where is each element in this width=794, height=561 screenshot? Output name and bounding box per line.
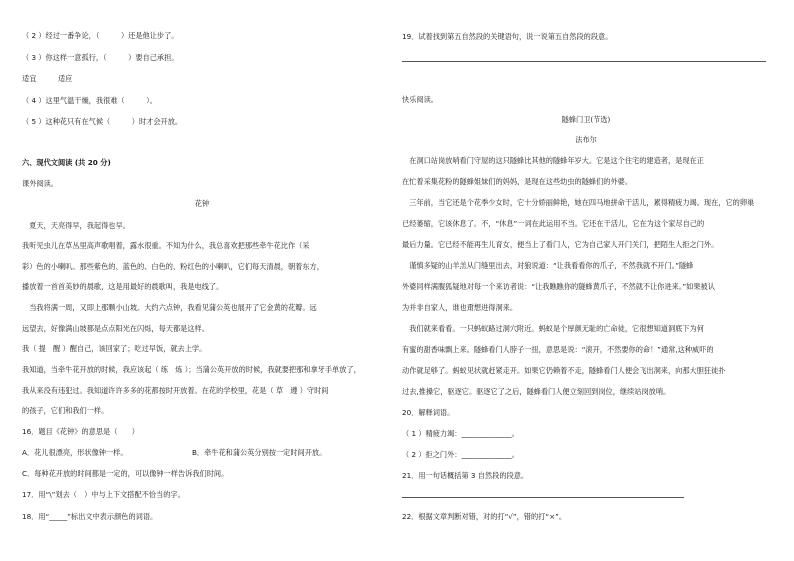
article-title: 隧蜂门卫(节选) bbox=[561, 115, 611, 124]
article-line: 三年前，当它还是个花季少女时，它十分娇丽鲜艳，她在四马地拼命干活儿，累得精疲力竭。现在，它的卵巢 bbox=[402, 198, 755, 207]
article-line: 我（ 提 醒 ）醒自己，该回家了；吃过早饭，就去上学。 bbox=[22, 344, 207, 353]
article-line: 远望去，好像满山坡都是点点阳光在闪烁，每天都是这样。 bbox=[22, 324, 209, 333]
question-18: 18．用“_____”标出文中表示颜色的词语。 bbox=[22, 512, 158, 521]
question-20: 20．解释词语。 bbox=[402, 408, 455, 417]
article-line: 我们就来看看。一只蚂蚁路过洞穴附近。蚂蚁是个厚颜无耻的亡命徒，它很想知道洞底下为何 bbox=[402, 324, 704, 333]
question-16: 16．题目《花钟》的意思是（ ） bbox=[22, 427, 139, 436]
article-line: 过去,推搡它，驱逐它。驱逐它了之后，隧蜂看门人便立刻回到岗位，继续站岗放哨。 bbox=[402, 387, 671, 396]
article-line: 播放着一首首美妙的晨歌，这是用最好的晨歌叫，我是电线了。 bbox=[22, 282, 224, 291]
reading-subtitle: 课外阅读。 bbox=[22, 179, 58, 188]
answer-line bbox=[402, 497, 684, 498]
question-20-2: （ 2 ）拒之门外：______________。 bbox=[402, 450, 519, 459]
question-5: （ 5 ）这种花只有在气候（ ）时才会开放。 bbox=[22, 117, 183, 126]
article-line: 的孩子，它们和我们一样。 bbox=[22, 406, 109, 415]
option-c: C．每种花开放的时间都是一定的，可以像钟一样告诉我们时间。 bbox=[22, 469, 229, 478]
article-line: 为并非自家人，谁也甭想进得洞来。 bbox=[402, 303, 518, 312]
question-4: （ 4 ）这里气温干燥，我很难（ ）。 bbox=[22, 96, 157, 105]
question-2: （ 2 ）经过一番争论，（ ）还是他让步了。 bbox=[22, 31, 179, 40]
question-21: 21．用一句话概括第 3 自然段的段意。 bbox=[402, 471, 529, 480]
article-line: 最后力量。它已经不能再生儿育女，便当上了看门人，它为自己家人开门关门，把陌生人拒之门外。 bbox=[402, 240, 719, 249]
reading-subtitle: 快乐阅读。 bbox=[402, 95, 438, 104]
question-19: 19．试着找到第五自然段的关键语句，说一说第五自然段的段意。 bbox=[402, 32, 613, 41]
article-line: 彩）色的小喇叭。那些紫色的、蓝色的、白色的、粉红色的小喇叭，它们每天清晨，朝着东方， bbox=[22, 262, 324, 271]
question-22: 22．根据文章判断对错，对的打“√”，错的打“×”。 bbox=[402, 512, 567, 521]
answer-line bbox=[402, 61, 766, 62]
article-line: 我知道，当牵牛花开放的时候，我应该起（ 练 炼 ）；当蒲公英开放的时候，我就要把那和拿牙手单放了， bbox=[22, 365, 361, 374]
article-line: 外婆同样满腹狐疑地对每一个来访者说：“让我瞧瞧你的隧蜂黄爪子，不然就不让你进来。”如果被认 bbox=[402, 282, 715, 291]
question-3: （ 3 ）你这样一意孤行，（ ）要自己承担。 bbox=[22, 53, 179, 62]
article-line: 谨慎多疑的山羊羔从门缝里出去，对狼说道：“让我看看你的爪子，不然我就不开门。”隧蜂 bbox=[402, 261, 694, 270]
article-line: 当我将满一周，又即上那颗小山坡。大约六点钟，我看见蒲公英也展开了它金黄的花瓣。远 bbox=[22, 303, 317, 312]
article-line: 在忙着采集花粉的隧蜂姐妹们的妈妈，是现在这些幼虫的隧蜂们的外婆。 bbox=[402, 177, 633, 186]
article-line: 已经萎缩，它该休息了。不，“休息”一词在此运用不当。它还在干活儿，它在为这个家尽自己的 bbox=[402, 219, 705, 228]
article-line: 有蜜的甜香味飘上来。隧蜂看门人脖子一扭，意思是说：“滚开，不然要你的命！”通常,这种威吓的 bbox=[402, 345, 714, 354]
section-title: 六、现代文阅读 (共 20 分) bbox=[22, 158, 111, 167]
article-line: 我从来没有违犯过。我知道许许多多的花都按时开放着。在花的学校里，花是（ 草 遵 ）守时间 bbox=[22, 386, 329, 395]
question-17: 17．用“\”划去（ ）中与上下文搭配不恰当的字。 bbox=[22, 490, 185, 499]
article-line: 在洞口站岗放哨看门守屋的这只隧蜂比其他的隧蜂年岁大。它是这个住宅的建造者，是现在正 bbox=[402, 156, 704, 165]
article-title: 花钟 bbox=[194, 199, 210, 208]
option-a: A．花儿很漂亮，形状像钟一样。 bbox=[22, 448, 128, 457]
article-author: 法布尔 bbox=[575, 135, 597, 144]
word-choices: 适宜 适应 bbox=[22, 74, 73, 83]
article-line: 我听见虫儿在草丛里高声歌唱着，露水很重。不知为什么，我总喜欢把那些牵牛花比作（采 bbox=[22, 241, 310, 250]
article-line: 动作就足够了。蚂蚁见状就赶紧走开。如果它仍赖着不走，隧蜂看门人便会飞出洞来，向那大胆狂徒扑 bbox=[402, 366, 726, 375]
article-paragraph: 夏天，天亮得早，我起得也早。 bbox=[22, 221, 130, 230]
option-b: B．牵牛花和蒲公英分别按一定时间开放。 bbox=[192, 448, 327, 457]
question-20-1: （ 1 ）精疲力竭：______________。 bbox=[402, 429, 519, 438]
